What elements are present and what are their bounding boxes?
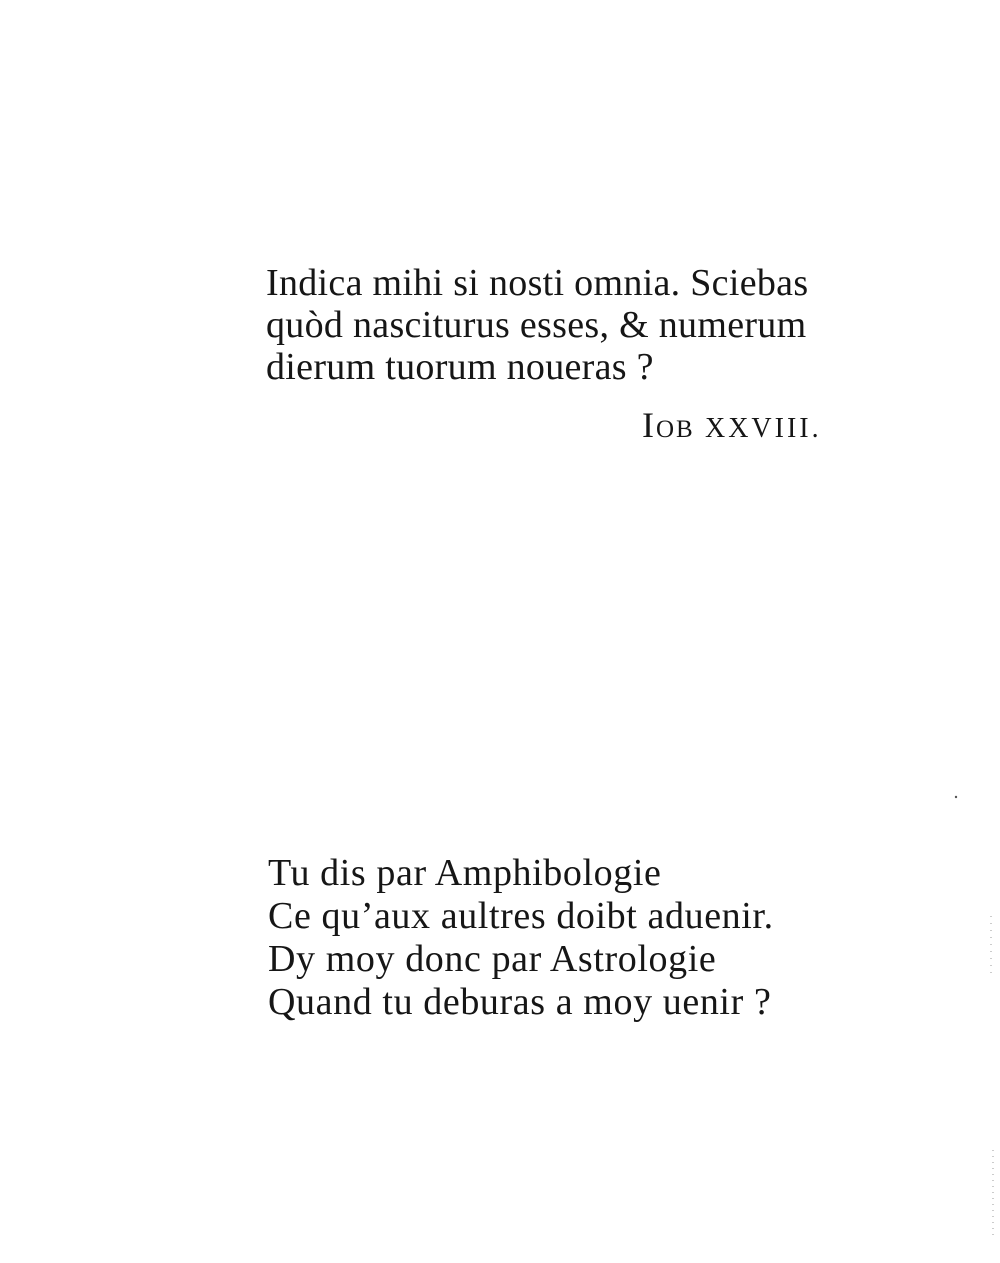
french-verse <box>268 852 908 1024</box>
verse-line: Quand tu deburas a moy uenir ? <box>268 981 772 1023</box>
speck-mark <box>955 796 957 798</box>
citation-book: Iob <box>642 405 695 445</box>
verse-line: Tu dis par Amphibologie <box>268 852 662 894</box>
verse-line: Ce qu’aux aultres doibt aduenir. <box>268 895 774 937</box>
epigraph-citation <box>642 404 822 446</box>
epigraph-line: quòd nasciturus esses, & numerum <box>266 304 807 346</box>
citation-chapter: XXVIII. <box>704 413 822 444</box>
epigraph-line: Indica mihi si nosti omnia. Sciebas <box>266 262 809 304</box>
verse-line: Dy moy donc par Astrologie <box>268 938 717 980</box>
latin-epigraph <box>266 262 906 388</box>
epigraph-line: dierum tuorum noueras ? <box>266 346 654 388</box>
